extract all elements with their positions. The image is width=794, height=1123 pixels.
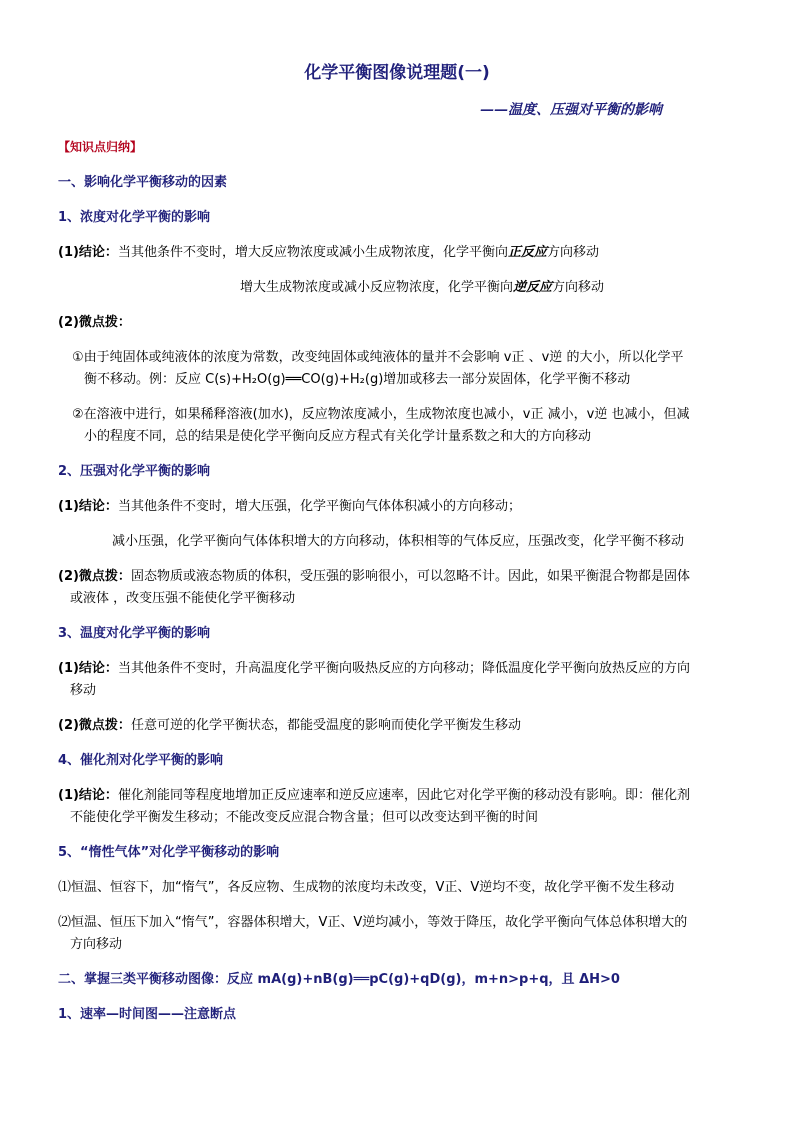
s3-conclusion-text: 当其他条件不变时，升高温度化学平衡向吸热反应的方向移动；降低温度化学平衡向放热反应的方向	[117, 661, 690, 676]
section-2-reaction: 反应 mA(g)+nB(g)══pC(g)+qD(g)，m+n>p+q，且 ΔH>0	[227, 972, 620, 987]
s5-item-2-cont: 方向移动	[70, 937, 123, 952]
s5-item-2: ⑵恒温、恒压下加入“惰气”，容器体积增大，V正、V逆均减小，等效于降压，故化学平衡向气体总体积增大的	[58, 915, 688, 930]
s5-heading: 5、“惰性气体”对化学平衡移动的影响	[58, 845, 280, 860]
section-tag: 【知识点归纳】	[58, 140, 143, 154]
s1-em-forward: 正反应	[507, 245, 547, 260]
s3-conclusion-label: (1)结论：	[58, 661, 118, 676]
s1-tip-label: (2)微点拨：	[58, 315, 131, 330]
s1-tip-2-line-2: 小的程度不同，总的结果是使化学平衡向反应方程式有关化学计量系数之和大的方向移动	[84, 429, 592, 444]
s4-heading: 4、催化剂对化学平衡的影响	[58, 753, 224, 768]
s1-conclusion-text-b2: 方向移动	[552, 280, 605, 295]
s2-heading: 2、压强对化学平衡的影响	[58, 464, 211, 479]
s2-conclusion	[58, 496, 521, 518]
s1-conclusion-text-b: 增大生成物浓度或减小反应物浓度，化学平衡向	[240, 280, 514, 295]
s3-conclusion	[58, 658, 690, 680]
s5-item-1: ⑴恒温、恒容下，加“惰气”，各反应物、生成物的浓度均未改变，V正、V逆均不变，故化学平衡不发生移动	[58, 880, 675, 895]
section-2-sub-heading: 1、速率—时间图——注意断点	[58, 1007, 237, 1022]
s4-conclusion-2: 不能使化学平衡发生移动；不能改变反应混合物含量；但可以改变达到平衡的时间	[70, 810, 539, 825]
s2-tip-label: (2)微点拨：	[58, 569, 131, 584]
s1-conclusion-text-a2: 方向移动	[546, 245, 599, 260]
s3-tip-text: 任意可逆的化学平衡状态，都能受温度的影响而使化学平衡发生移动	[130, 718, 521, 733]
s1-conclusion-label: (1)结论：	[58, 245, 118, 260]
section-2-heading-text: 二、掌握三类平衡移动图像：	[58, 972, 228, 987]
s2-conclusion-2: 减小压强，化学平衡向气体体积增大的方向移动，体积相等的气体反应，压强改变，化学平衡不移动	[112, 534, 685, 549]
s1-em-reverse: 逆反应	[513, 280, 553, 295]
s2-tip-text: 固态物质或液态物质的体积，受压强的影响很小，可以忽略不计。因此，如果平衡混合物都是固体	[130, 569, 690, 584]
s2-conclusion-label: (1)结论：	[58, 499, 118, 514]
section-2-heading	[58, 969, 620, 991]
s1-heading: 1、浓度对化学平衡的影响	[58, 210, 211, 225]
s3-tip-label: (2)微点拨：	[58, 718, 131, 733]
s3-tip	[58, 715, 521, 737]
s3-heading: 3、温度对化学平衡的影响	[58, 626, 211, 641]
s2-tip-2: 或液体 ，改变压强不能使化学平衡移动	[70, 591, 296, 606]
s3-conclusion-2: 移动	[70, 683, 97, 698]
s1-conclusion	[58, 242, 599, 264]
s4-conclusion-label: (1)结论：	[58, 788, 118, 803]
s4-conclusion-text: 催化剂能同等程度地增加正反应速率和逆反应速率，因此它对化学平衡的移动没有影响。即：催化剂	[117, 788, 690, 803]
s1-tip-1-line-1: ①由于纯固体或纯液体的浓度为常数，改变纯固体或纯液体的量并不会影响 v正 、v逆 的大小，所以化学平	[72, 350, 684, 365]
s1-conclusion-text-a: 当其他条件不变时，增大反应物浓度或减小生成物浓度，化学平衡向	[117, 245, 508, 260]
s4-conclusion	[58, 785, 690, 807]
page-subtitle: ——温度、压强对平衡的影响	[480, 102, 662, 118]
s1-tip-2-line-1: ②在溶液中进行，如果稀释溶液(加水)，反应物浓度减小，生成物浓度也减小，v正 减小，v逆 也减小，但减	[72, 407, 690, 422]
s2-tip	[58, 566, 690, 588]
s1-conclusion-2	[240, 277, 604, 299]
page-title: 化学平衡图像说理题(一)	[304, 63, 490, 83]
section-1-heading: 一、影响化学平衡移动的因素	[58, 175, 228, 190]
s2-conclusion-text: 当其他条件不变时，增大压强，化学平衡向气体体积减小的方向移动；	[117, 499, 521, 514]
s1-tip-1-line-2: 衡不移动。例：反应 C(s)+H₂O(g)══CO(g)+H₂(g)增加或移去一部分炭固体，化学平衡不移动	[84, 372, 631, 387]
